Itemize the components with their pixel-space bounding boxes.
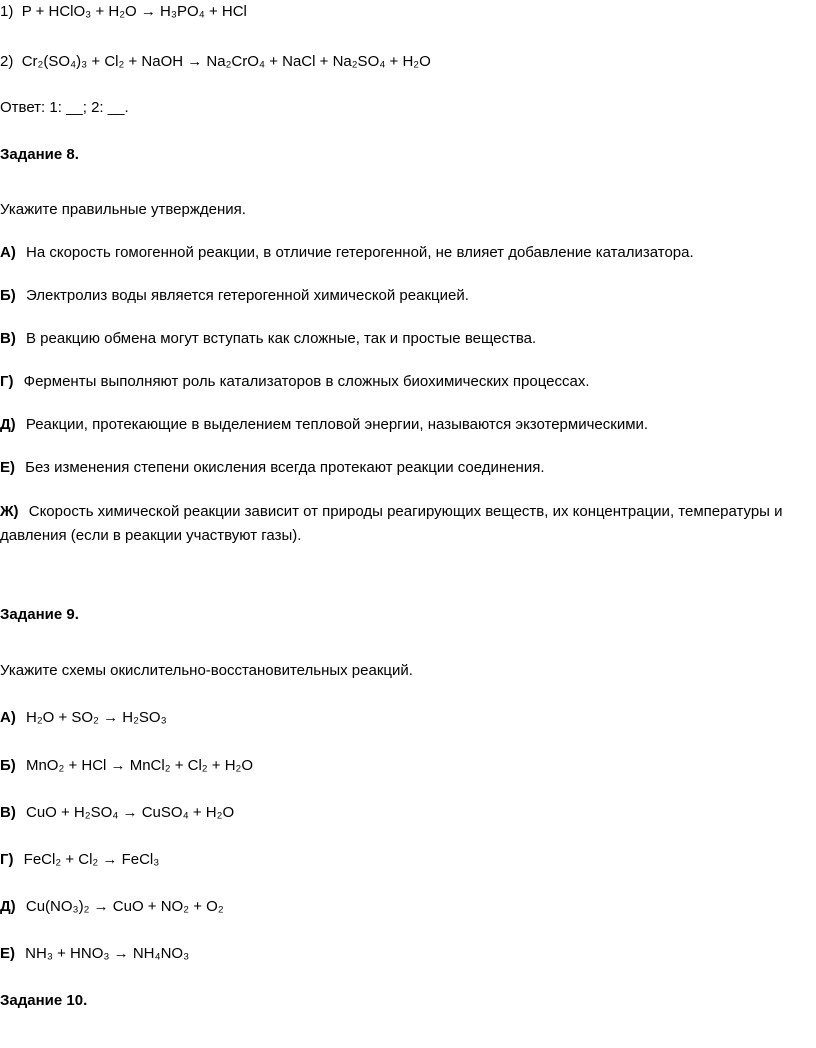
task-9-item-v [0,803,234,823]
task-8-item-zh-label: Ж) [0,503,19,520]
equation-2 [0,52,431,72]
equation-1-text: P + HClO₃ + H₂O → H₃PO₄ + HCl [21,3,247,20]
task-9-item-e-text: NH₃ + HNO₃ → NH₄NO₃ [25,945,190,962]
task-8-prompt: Укажите правильные утверждения. [0,201,246,218]
task-8-item-v-label: В) [0,330,16,347]
task-8-item-d-label: Д) [0,416,16,433]
task-8-item-a-label: А) [0,244,16,261]
task-8-item-b-text: Электролиз воды является гетерогенной химической реакцией. [25,287,469,304]
task-8-item-d-text: Реакции, протекающие в выделением тепловой энергии, называются экзотермическими. [25,416,649,433]
equation-1-number: 1) [0,3,14,20]
task-9-item-d-label: Д) [0,898,16,915]
task-9-item-v-text: CuO + H₂SO₄ → CuSO₄ + H₂O [26,804,235,821]
task-9-item-a-text: H₂O + SO₂ → H₂SO₃ [26,709,167,726]
task-8-item-v-text: В реакцию обмена могут вступать как сложные, так и простые вещества. [26,330,537,347]
task-8-item-g-label: Г) [0,373,14,390]
task-9-item-b [0,756,253,776]
equation-2-number: 2) [0,53,14,70]
task-8-item-d [0,415,648,435]
task-9-item-a-label: А) [0,709,16,726]
task-8-item-zh-text: Скорость химической реакции зависит от природы реагирующих веществ, их концентрации, температуры и давления (если в реакции участвуют газы). [0,503,783,544]
task-9-item-v-label: В) [0,804,16,821]
task-9-item-g [0,850,159,870]
task-8-heading: Задание 8. [0,146,79,163]
task-9-item-b-label: Б) [0,757,16,774]
task-8-item-b [0,286,469,306]
answer-line: Ответ: 1: __; 2: __. [0,99,129,116]
task-9-item-d-text: Cu(NO₃)₂ → CuO + NO₂ + O₂ [25,898,224,915]
task-8-item-zh [0,500,800,548]
task-9-item-e-label: Е) [0,945,15,962]
task-9-item-b-text: MnO₂ + HCl → MnCl₂ + Cl₂ + H₂O [25,757,254,774]
task-9-item-e [0,944,189,964]
task-8-item-g [0,372,590,392]
equation-1 [0,2,247,22]
task-8-item-a [0,243,694,263]
task-8-item-v [0,329,536,349]
task-8-item-e-text: Без изменения степени окисления всегда протекают реакции соединения. [25,459,545,476]
task-8-item-b-label: Б) [0,287,16,304]
task-8-item-a-text: На скорость гомогенной реакции, в отличие гетерогенной, не влияет добавление катализатора. [26,244,694,261]
task-8-item-e-label: Е) [0,459,15,476]
task-9-item-g-text: FeCl₂ + Cl₂ → FeCl₃ [23,851,160,868]
task-8-item-e [0,458,545,478]
task-10-heading: Задание 10. [0,992,88,1009]
task-9-item-d [0,897,224,917]
task-8-item-g-text: Ферменты выполняют роль катализаторов в сложных биохимических процессах. [23,373,590,390]
task-9-prompt: Укажите схемы окислительно-восстановительных реакций. [0,662,413,679]
task-9-item-g-label: Г) [0,851,14,868]
task-9-item-a [0,708,167,728]
task-9-heading: Задание 9. [0,606,79,623]
equation-2-text: Cr₂(SO₄)₃ + Cl₂ + NaOH → Na₂CrO₄ + NaCl + Na₂SO₄ + H₂O [21,53,431,70]
